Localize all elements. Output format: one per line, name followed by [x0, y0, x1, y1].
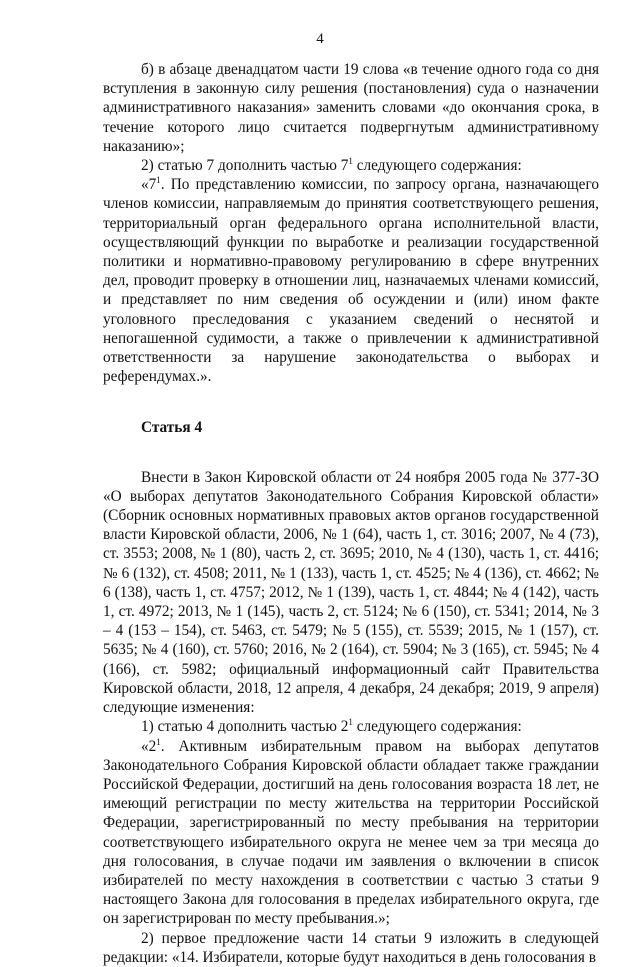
paragraph-item1 — [103, 717, 599, 736]
paragraph-item2: 2) первое предложение части 14 статьи 9 изложить в следующей редакции: «14. Избиратели, которые будут находиться в день голосования в — [103, 929, 599, 966]
superscript: 1 — [156, 175, 161, 186]
paragraph-article4-intro: Внести в Закон Кировской области от 24 ноября 2005 года № 377-ЗО «О выборах депутатов Законодательного Собрания Кировской области» (Сборник основных нормативных правовых актов органов государственной власти Кировской области, 2006, № 1 (64), часть 1, ст. 3016; 2007, № 4 (73), ст. 3553; 2008, № 1 (80), часть 2, ст. 3695; 2010, № 4 (130), часть 1, ст. 4416; № 6 (132), ст. 4508; 2011, № 1 (133), часть 1, ст. 4525; № 4 (136), ст. 4662; № 6 (138), часть 1, ст. 4757; 2012, № 1 (139), часть 1, ст. 4844; № 4 (142), часть 1, ст. 4972; 2013, № 1 (145), часть 2, ст. 5124; № 6 (150), ст. 5341; 2014, № 3 – 4 (153 – 154), ст. 5463, ст. 5479; № 5 (155), ст. 5539; 2015, № 1 (157), ст. 5635; № 4 (160), ст. 5760; 2016, № 2 (164), ст. 5904; № 3 (165), ст. 5945; № 4 (166), ст. 5982; официальный информационный сайт Правительства Кировской области, 2018, 12 апреля, 4 декабря, 24 декабря; 2019, 9 апреля) следующие изменения: — [103, 468, 599, 717]
paragraph-text: следующего содержания: — [352, 157, 522, 175]
paragraph-text: . По представлению комиссии, по запросу органа, назначающего членов комиссии, направляемым до принятия соответствующего решения, территориальный орган федерального органа исполнительной власти, осуществляющий функции по выработке и реализации государственной политики и нормативно-правовому регулированию в сфере внутренних дел, проводит проверку в отношении лиц, назначаемых членами комиссий, и представляет по ним сведения об осуждении и (или) ином факте уголовного преследования с указанием сведений о неснятой и непогашенной судимости, а также о привлечении к административной ответственности за нарушение законодательства о выборах и референдумах.». — [103, 176, 599, 386]
paragraph-part-7-1 — [103, 175, 599, 386]
paragraph-amendment-b: б) в абзаце двенадцатом части 19 слова «в течение одного года со дня вступления в законную силу решения (постановления) суда о назначении административного наказания» заменить словами «до окончания срока, в течение которого лицо считается подвергнутым административному наказанию»; — [103, 61, 599, 155]
paragraph-text: «7 — [141, 176, 157, 194]
paragraph-text: . Активным избирательным правом на выборах депутатов Законодательного Собрания Кировской области обладает также граждании Российской Федерации, достигший на день голосования возраста 18 лет, не имеющий регистрации по месту жительства на территории Российской Федерации, зарегистрированный по месту пребывания на территории соответствующего избирательного округа не менее чем за три месяца до дня голосования, в случае подачи им заявления о включении в список избирателей по месту нахождения в соответствии с частью 3 статьи 9 настоящего Закона для голосования в пределах избирательного округа, где он зарегистрирован по месту пребывания.»; — [103, 737, 599, 928]
paragraph-text: 2) статью 7 дополнить частью 7 — [141, 157, 349, 175]
superscript: 1 — [156, 736, 161, 747]
paragraph-text: следующего содержания: — [352, 718, 522, 736]
superscript: 1 — [348, 717, 353, 728]
page-number: 4 — [316, 31, 324, 47]
text-body — [103, 60, 599, 967]
article-heading: Статья 4 — [141, 419, 203, 437]
paragraph-article7-item2 — [103, 156, 599, 175]
paragraph-text: «2 — [141, 737, 157, 755]
paragraph-part-2-1 — [103, 737, 599, 929]
superscript: 1 — [348, 156, 353, 167]
paragraph-text: 1) статью 4 дополнить частью 2 — [141, 718, 349, 736]
